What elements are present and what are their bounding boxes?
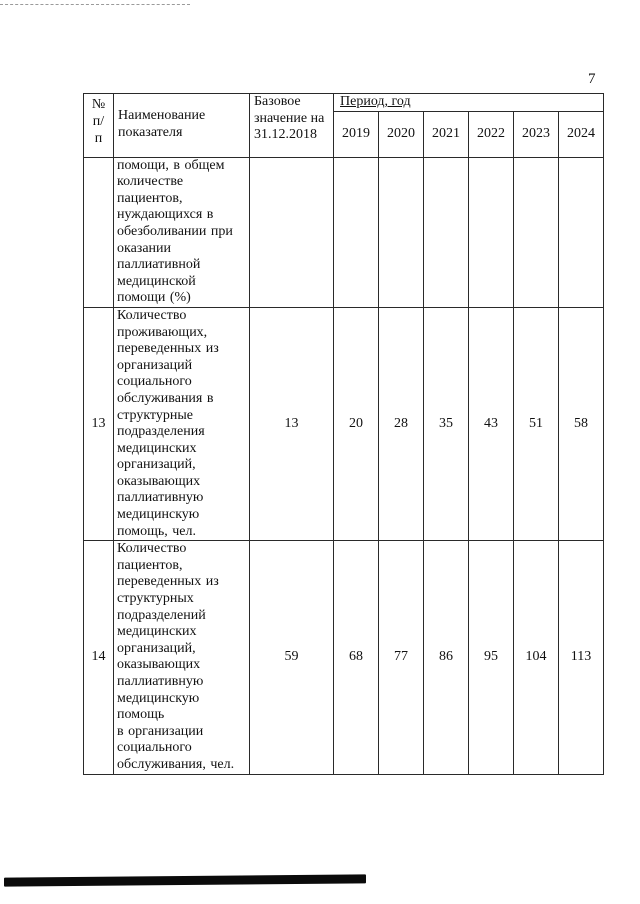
row-value (514, 157, 559, 307)
row-value: 51 (514, 307, 559, 540)
header-name: Наименование показателя (114, 94, 250, 158)
row-number: 13 (84, 307, 114, 540)
scan-artifact-top (0, 4, 190, 6)
row-value: 77 (379, 541, 424, 774)
row-value: 35 (424, 307, 469, 540)
table-row (84, 307, 604, 540)
table-header-row (84, 94, 604, 112)
row-value (424, 157, 469, 307)
header-number: № п/ п (84, 94, 114, 158)
row-value (379, 157, 424, 307)
row-base-value (250, 157, 334, 307)
row-name: помощи, в общем количестве пациентов, нуждающихся в обезболивании при оказании паллиативной медицинской помощи (%) (114, 157, 250, 307)
header-base-value: Базовое значение на 31.12.2018 (250, 94, 334, 158)
row-value: 43 (469, 307, 514, 540)
page-number: 7 (588, 71, 596, 87)
row-base-value: 59 (250, 541, 334, 774)
table-row (84, 541, 604, 774)
row-name: Количество пациентов, переведенных из структурных подразделений медицинских организаций, оказывающих паллиативную медицинскую помощь в организации социального обслуживания, чел. (114, 541, 250, 774)
row-name: Количество проживающих, переведенных из организаций социального обслуживания в структурные подразделения медицинских организаций, оказывающих паллиативную медицинскую помощь, чел. (114, 307, 250, 540)
row-number: 14 (84, 541, 114, 774)
row-value (559, 157, 604, 307)
header-year: 2023 (514, 111, 559, 157)
row-value: 113 (559, 541, 604, 774)
header-year: 2020 (379, 111, 424, 157)
row-value: 86 (424, 541, 469, 774)
row-value: 20 (334, 307, 379, 540)
header-year: 2022 (469, 111, 514, 157)
scan-artifact-bottom (4, 874, 366, 886)
table-row (84, 157, 604, 307)
row-value (469, 157, 514, 307)
row-value: 95 (469, 541, 514, 774)
row-base-value: 13 (250, 307, 334, 540)
indicators-table (83, 93, 604, 775)
row-value: 104 (514, 541, 559, 774)
header-period (334, 94, 604, 112)
row-value (334, 157, 379, 307)
row-number (84, 157, 114, 307)
header-year: 2024 (559, 111, 604, 157)
row-value: 28 (379, 307, 424, 540)
header-period-label: Период, год (340, 94, 411, 109)
header-year: 2021 (424, 111, 469, 157)
row-value: 58 (559, 307, 604, 540)
row-value: 68 (334, 541, 379, 774)
header-year: 2019 (334, 111, 379, 157)
